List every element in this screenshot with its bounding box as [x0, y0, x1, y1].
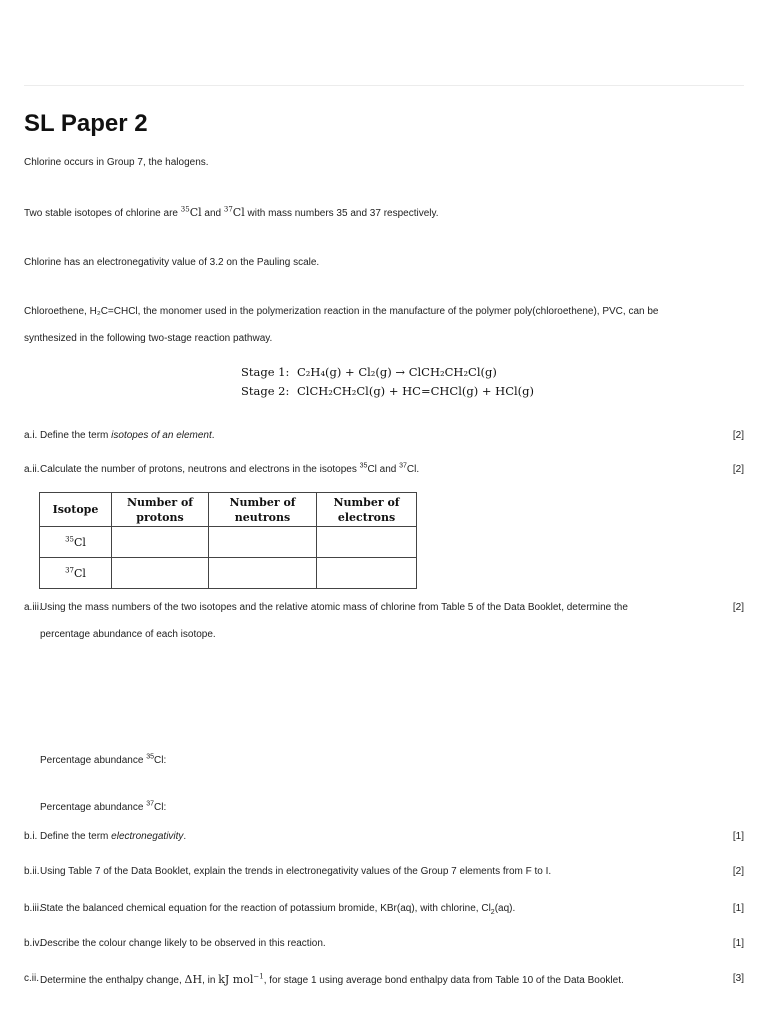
- isotope-symbol: $^{37}$Cl: [223, 205, 245, 219]
- answer-cell[interactable]: [112, 527, 209, 558]
- isotope-cell: $^{37}$Cl: [40, 558, 112, 589]
- marks: [2]: [732, 602, 744, 613]
- answer-cell[interactable]: [317, 558, 417, 589]
- marks: [1]: [732, 903, 744, 914]
- marks: [2]: [732, 464, 744, 475]
- table-row: [40, 558, 417, 589]
- question-text: Describe the colour change likely to be observed in this reaction.: [40, 938, 326, 949]
- question-text: Using Table 7 of the Data Booklet, explain the trends in electronegativity values of the Group 7 elements from F to I.: [40, 866, 552, 877]
- question-text: Define the term isotopes of an element.: [40, 430, 215, 441]
- table-header: Number of protons: [112, 493, 209, 527]
- intro-text: Two stable isotopes of chlorine are: [24, 208, 181, 219]
- abundance-35-label: Percentage abundance $^{35}$Cl:: [40, 753, 167, 766]
- marks: [3]: [732, 973, 744, 984]
- marks: [1]: [732, 938, 744, 949]
- question-label: b.i.: [24, 831, 38, 842]
- intro-paragraph-2: Two stable isotopes of chlorine are $^{35}$Cl and $^{37}$Cl with mass numbers 35 and 37 respectively.: [24, 205, 439, 219]
- question-text: Determine the enthalpy change, ΔH, in kJ mol$^{-1}$, for stage 1 using average bond enthalpy data from Table 10 of the Data Booklet.: [40, 972, 624, 986]
- top-divider: [24, 85, 744, 86]
- table-header: Number of electrons: [317, 493, 417, 527]
- isotope-symbol: $^{35}$Cl: [180, 205, 202, 219]
- intro-paragraph-3: Chlorine has an electronegativity value of 3.2 on the Pauling scale.: [24, 257, 320, 268]
- question-text: Define the term electronegativity.: [40, 831, 187, 842]
- table-header: Isotope: [40, 493, 112, 527]
- question-text: Using the mass numbers of the two isotopes and the relative atomic mass of chlorine from Table 5 of the Data Booklet, determine the: [40, 602, 628, 613]
- question-label: b.iv.: [24, 938, 42, 949]
- intro-paragraph-4-line-2: synthesized in the following two-stage reaction pathway.: [24, 333, 273, 344]
- answer-cell[interactable]: [112, 558, 209, 589]
- isotope-cell: $^{35}$Cl: [40, 527, 112, 558]
- table-header-row: [40, 493, 417, 527]
- stage-1-equation: Stage 1: C₂H₄(g) + Cl₂(g) → ClCH₂CH₂Cl(g): [241, 365, 497, 379]
- question-text-continued: percentage abundance of each isotope.: [40, 629, 216, 640]
- question-label: a.i.: [24, 430, 38, 441]
- answer-cell[interactable]: [209, 558, 317, 589]
- question-label: b.ii.: [24, 866, 40, 877]
- marks: [1]: [732, 831, 744, 842]
- page-title: SL Paper 2: [24, 110, 148, 137]
- abundance-37-label: Percentage abundance $^{37}$Cl:: [40, 800, 167, 813]
- question-text: Calculate the number of protons, neutrons and electrons in the isotopes $^{35}$Cl and $^{37}$Cl.: [40, 462, 420, 475]
- marks: [2]: [732, 430, 744, 441]
- intro-paragraph-1: Chlorine occurs in Group 7, the halogens.: [24, 157, 209, 168]
- marks: [2]: [732, 866, 744, 877]
- table-header: Number of neutrons: [209, 493, 317, 527]
- stage-2-equation: Stage 2: ClCH₂CH₂Cl(g) + HC=CHCl(g) + HCl(g): [241, 384, 535, 398]
- question-label: b.iii.: [24, 903, 42, 914]
- question-label: c.ii.: [24, 973, 39, 984]
- answer-cell[interactable]: [209, 527, 317, 558]
- question-label: a.iii.: [24, 602, 42, 613]
- table-row: [40, 527, 417, 558]
- question-label: a.ii.: [24, 464, 40, 475]
- intro-paragraph-4-line-1: Chloroethene, H₂C=CHCl, the monomer used in the polymerization reaction in the manufacture of the polymer poly(chloroethene), PVC, can be: [24, 306, 659, 317]
- question-text: State the balanced chemical equation for the reaction of potassium bromide, KBr(aq), with chlorine, $Cl_2(aq)$.: [40, 903, 516, 916]
- isotope-table: [39, 492, 417, 589]
- answer-cell[interactable]: [317, 527, 417, 558]
